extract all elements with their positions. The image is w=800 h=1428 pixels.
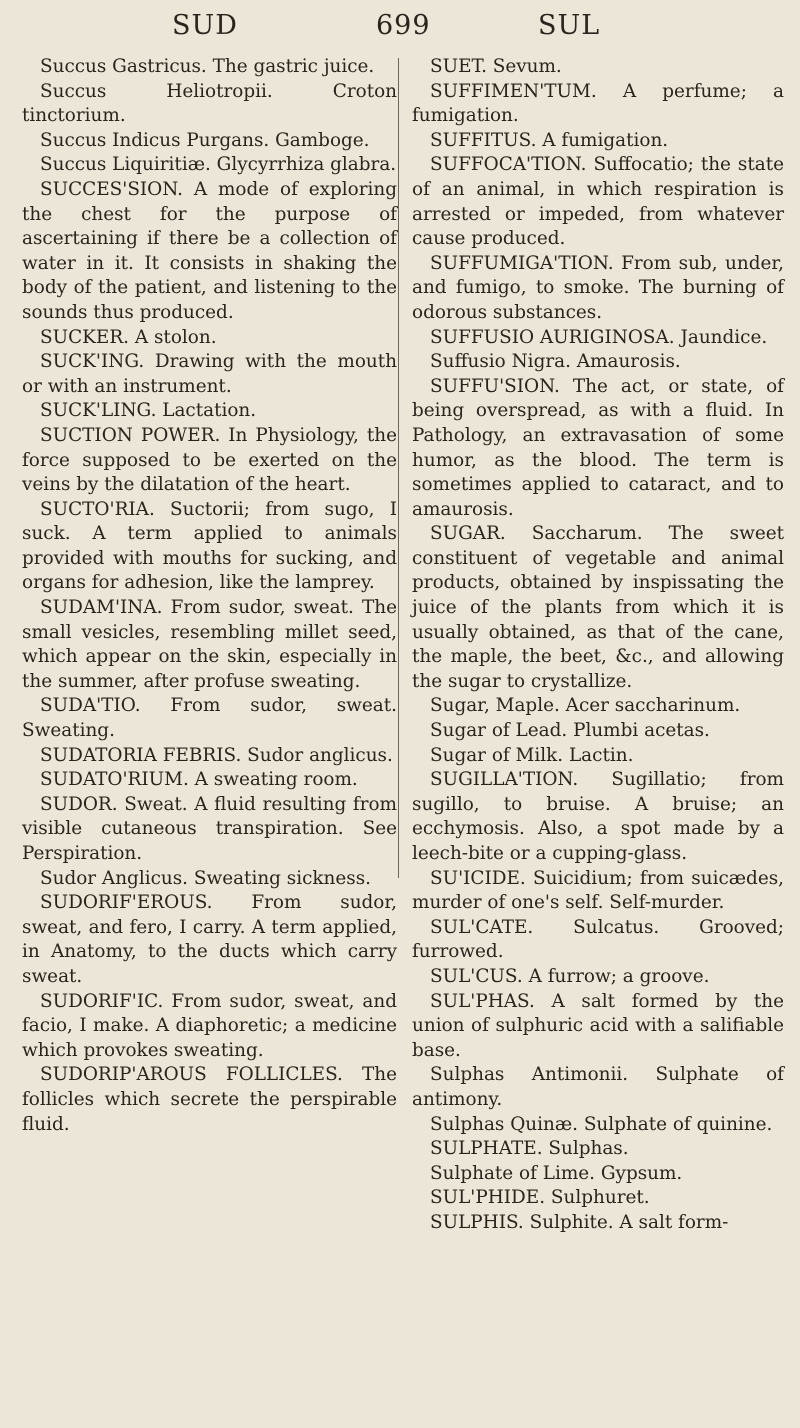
dictionary-entry: SUFFUMIGA'TION. From sub, under, and fumigo, to smoke. The burning of odorous substances.: [412, 252, 784, 323]
dictionary-entry: SULPHATE. Sulphas.: [430, 1138, 629, 1160]
dictionary-entry: Sulphas Antimonii. Sulphate of antimony.: [412, 1064, 784, 1110]
dictionary-entry: SUCTO'RIA. Suctorii; from sugo, I suck. A term applied to animals provided with mouths for sucking, and organs for adhesion, like the lamprey.: [22, 498, 397, 594]
dictionary-entry: SUL'CATE. Sulcatus. Grooved; furrowed.: [412, 916, 784, 963]
dictionary-entry: SUDA'TIO. From sudor, sweat. Sweating.: [22, 695, 397, 742]
dictionary-entry: SU'ICIDE. Suicidium; from suicædes, murder of one's self. Self-murder.: [412, 867, 784, 914]
dictionary-entry: Succus Liquiritiæ. Glycyrrhiza glabra.: [40, 154, 397, 176]
dictionary-entry: SUDOR. Sweat. A fluid resulting from visible cutaneous transpiration. See Perspiration.: [22, 793, 397, 864]
dictionary-entry: SUCTION POWER. In Physiology, the force supposed to be exerted on the veins by the dilatation of the heart.: [22, 424, 397, 496]
dictionary-entry: Sulphas Quinæ. Sulphate of quinine.: [430, 1113, 773, 1135]
dictionary-entry: SUL'PHAS. A salt formed by the union of sulphuric acid with a salifiable base.: [412, 990, 784, 1061]
dictionary-entry: Suffusio Nigra. Amaurosis.: [430, 351, 681, 373]
dictionary-entry: SUCKER. A stolon.: [40, 326, 217, 348]
dictionary-entry: Sugar of Milk. Lactin.: [430, 744, 634, 766]
column-divider: [398, 58, 399, 878]
dictionary-entry: SUCK'ING. Drawing with the mouth or with an instrument.: [22, 351, 397, 397]
dictionary-entry: SUDAM'INA. From sudor, sweat. The small vesicles, resembling millet seed, which appear on the skin, especially in the summer, after profuse sweating.: [22, 597, 397, 692]
dictionary-entry: SUGILLA'TION. Sugillatio; from sugillo, to bruise. A bruise; an ecchymosis. Also, a spot made by a leech-bite or a cupping-glass.: [412, 769, 784, 864]
dictionary-entry: SUL'PHIDE. Sulphuret.: [430, 1187, 650, 1209]
dictionary-entry: SUET. Sevum.: [430, 56, 562, 77]
dictionary-entry: Succus Gastricus. The gastric juice.: [40, 56, 375, 77]
header-right-guide-word: SUL: [538, 10, 601, 41]
dictionary-entry: SUDATORIA FEBRIS. Sudor anglicus.: [40, 744, 393, 766]
dictionary-entry: SUDORIF'IC. From sudor, sweat, and facio, I make. A diaphoretic; a medicine which provokes sweating.: [22, 990, 397, 1061]
dictionary-entry: Sudor Anglicus. Sweating sickness.: [40, 867, 371, 889]
dictionary-entry: SUFFUSIO AURIGINOSA. Jaundice.: [430, 326, 768, 348]
dictionary-entry: SUFFU'SION. The act, or state, of being overspread, as with a fluid. In Pathology, an extravasation of some humor, as the blood. The term is sometimes applied to cataract, and to amaurosis.: [412, 375, 784, 520]
dictionary-entry: SUDORIP'AROUS FOLLICLES. The follicles which secrete the perspirable fluid.: [22, 1064, 397, 1135]
dictionary-entry: SUDORIF'EROUS. From sudor, sweat, and fero, I carry. A term applied, in Anatomy, to the ducts which carry sweat.: [22, 892, 397, 987]
dictionary-entry: SULPHIS. Sulphite. A salt form-: [430, 1211, 729, 1233]
dictionary-entry: SUFFOCA'TION. Suffocatio; the state of an animal, in which respiration is arrested or impeded, from whatever cause produced.: [412, 154, 784, 250]
dictionary-entry: SUDATO'RIUM. A sweating room.: [40, 769, 358, 791]
dictionary-entry: SUCCES'SION. A mode of exploring the chest for the purpose of ascertaining if there be a collection of water in it. It consists in shaking the body of the patient, and listening to the sounds thus produced.: [22, 178, 397, 323]
dictionary-entry: Sugar, Maple. Acer saccharinum.: [430, 695, 741, 717]
dictionary-entry: Succus Heliotropii. Croton tinctorium.: [22, 80, 397, 127]
running-header: [0, 10, 800, 50]
dictionary-entry: Sugar of Lead. Plumbi acetas.: [430, 720, 710, 742]
left-column: [22, 55, 397, 1137]
dictionary-entry: SUCK'LING. Lactation.: [40, 400, 257, 422]
header-left-guide-word: SUD: [172, 10, 238, 41]
dictionary-entry: SUGAR. Saccharum. The sweet constituent of vegetable and animal products, obtained by inspissating the juice of the plants from which it is usually obtained, as that of the cane, the maple, the beet, &c., and allowing the sugar to crystallize.: [412, 523, 784, 692]
right-column: [412, 55, 784, 1236]
dictionary-entry: SUFFIMEN'TUM. A perfume; a fumigation.: [412, 80, 784, 127]
dictionary-entry: SUL'CUS. A furrow; a groove.: [430, 965, 710, 987]
dictionary-entry: SUFFITUS. A fumigation.: [430, 129, 669, 151]
dictionary-entry: Sulphate of Lime. Gypsum.: [430, 1162, 683, 1184]
dictionary-entry: Succus Indicus Purgans. Gamboge.: [40, 129, 370, 151]
page-number: 699: [376, 10, 431, 41]
